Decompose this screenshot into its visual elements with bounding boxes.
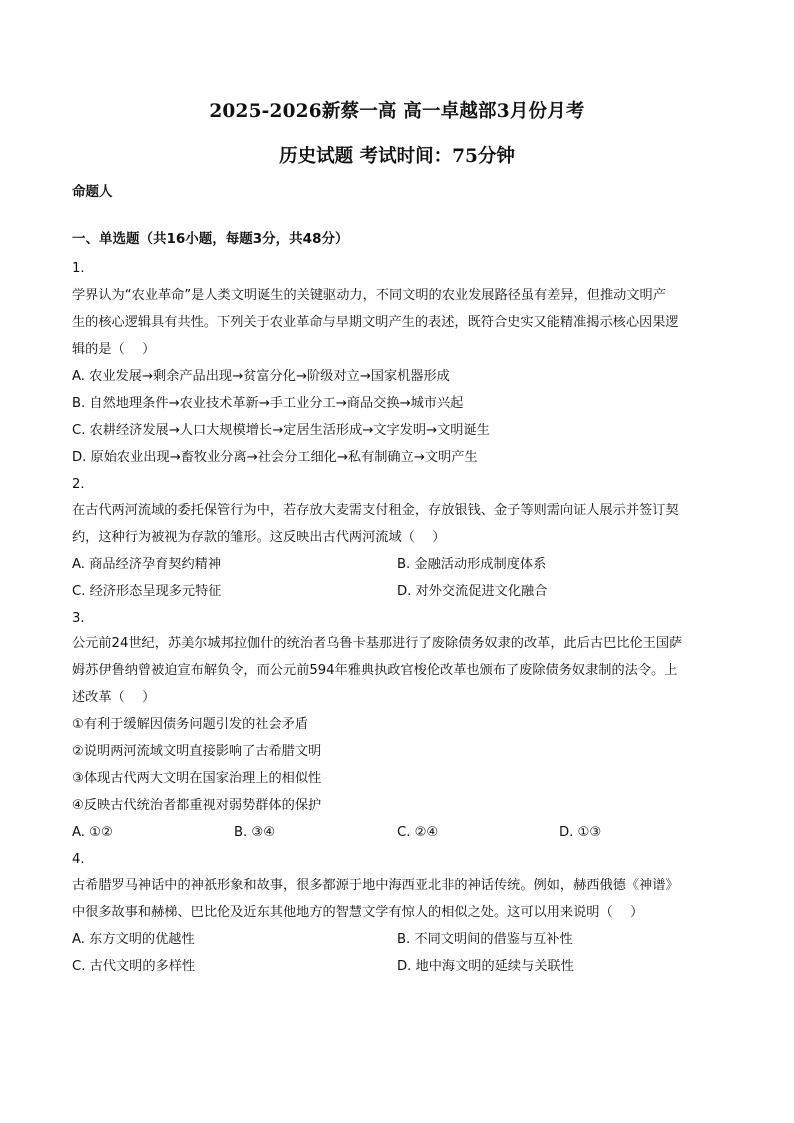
question-3-option-c: C. ②④ — [397, 825, 439, 840]
question-4-option-b: B. 不同文明间的借鉴与互补性 — [397, 932, 573, 947]
question-4-stem-line: 古希腊罗马神话中的神祇形象和故事，很多都源于地中海西亚北非的神话传统。例如，赫西俄德《神谱》 — [72, 878, 679, 893]
question-1-option-b: B. 自然地理条件→农业技术革新→手工业分工→商品交换→城市兴起 — [72, 396, 464, 411]
question-1-option-a: A. 农业发展→剩余产品出现→贫富分化→阶级对立→国家机器形成 — [72, 369, 450, 384]
question-2-option-b: B. 金融活动形成制度体系 — [397, 557, 547, 572]
question-1-stem-line: 辑的是（ ） — [72, 342, 156, 357]
question-3-option-a: A. ①② — [72, 825, 113, 840]
question-4-option-d: D. 地中海文明的延续与关联性 — [397, 959, 574, 974]
question-1-option-c: C. 农耕经济发展→人口大规模增长→定居生活形成→文字发明→文明诞生 — [72, 423, 490, 438]
question-3-stem-line: 述改革（ ） — [72, 690, 156, 705]
question-3-option-b: B. ③④ — [234, 825, 276, 840]
section-heading: 一、单选题（共16小题，每题3分，共48分） — [72, 231, 349, 247]
exam-title: 2025-2026新蔡一高 高一卓越部3月份月考 — [209, 101, 585, 122]
question-3-statement: ③体现古代两大文明在国家治理上的相似性 — [72, 771, 322, 786]
question-2-number: 2. — [72, 477, 85, 492]
question-1-stem-line: 学界认为“农业革命”是人类文明诞生的关键驱动力，不同文明的农业发展路径虽有差异，但推动文明产 — [72, 288, 666, 303]
question-4-stem-line: 中很多故事和赫梯、巴比伦及近东其他地方的智慧文学有惊人的相似之处。这可以用来说明（ ） — [72, 905, 644, 920]
question-3-stem-line: 公元前24世纪，苏美尔城邦拉伽什的统治者乌鲁卡基那进行了废除债务奴隶的改革，此后古巴比伦王国萨 — [72, 636, 683, 651]
question-3-stem-line: 姆苏伊鲁纳曾被迫宣布解负令，而公元前594年雅典执政官梭伦改革也颁布了废除债务奴隶制的法令。上 — [72, 663, 678, 678]
question-2-stem-line: 约，这种行为被视为存款的雏形。这反映出古代两河流域（ ） — [72, 530, 446, 545]
question-1-option-d: D. 原始农业出现→畜牧业分离→社会分工细化→私有制确立→文明产生 — [72, 450, 478, 465]
question-4-option-c: C. 古代文明的多样性 — [72, 959, 196, 974]
question-3-option-d: D. ①③ — [559, 825, 602, 840]
author-label: 命题人 — [72, 184, 113, 200]
question-2-option-d: D. 对外交流促进文化融合 — [397, 584, 548, 599]
exam-subtitle: 历史试题 考试时间：75分钟 — [279, 146, 515, 167]
question-2-stem-line: 在古代两河流域的委托保管行为中，若存放大麦需支付租金，存放银钱、金子等则需向证人展示并签订契 — [72, 503, 679, 518]
question-2-option-a: A. 商品经济孕育契约精神 — [72, 557, 222, 572]
question-3-statement: ①有利于缓解因债务问题引发的社会矛盾 — [72, 717, 309, 732]
question-1-stem-line: 生的核心逻辑具有共性。下列关于农业革命与早期文明产生的表述，既符合史实又能精准揭示核心因果逻 — [72, 315, 679, 330]
question-3-statement: ②说明两河流域文明直接影响了古希腊文明 — [72, 744, 322, 759]
question-1-number: 1. — [72, 261, 85, 276]
question-4-option-a: A. 东方文明的优越性 — [72, 932, 195, 947]
question-2-option-c: C. 经济形态呈现多元特征 — [72, 584, 222, 599]
question-3-number: 3. — [72, 611, 85, 626]
question-4-number: 4. — [72, 852, 85, 867]
question-3-statement: ④反映古代统治者都重视对弱势群体的保护 — [72, 798, 322, 813]
